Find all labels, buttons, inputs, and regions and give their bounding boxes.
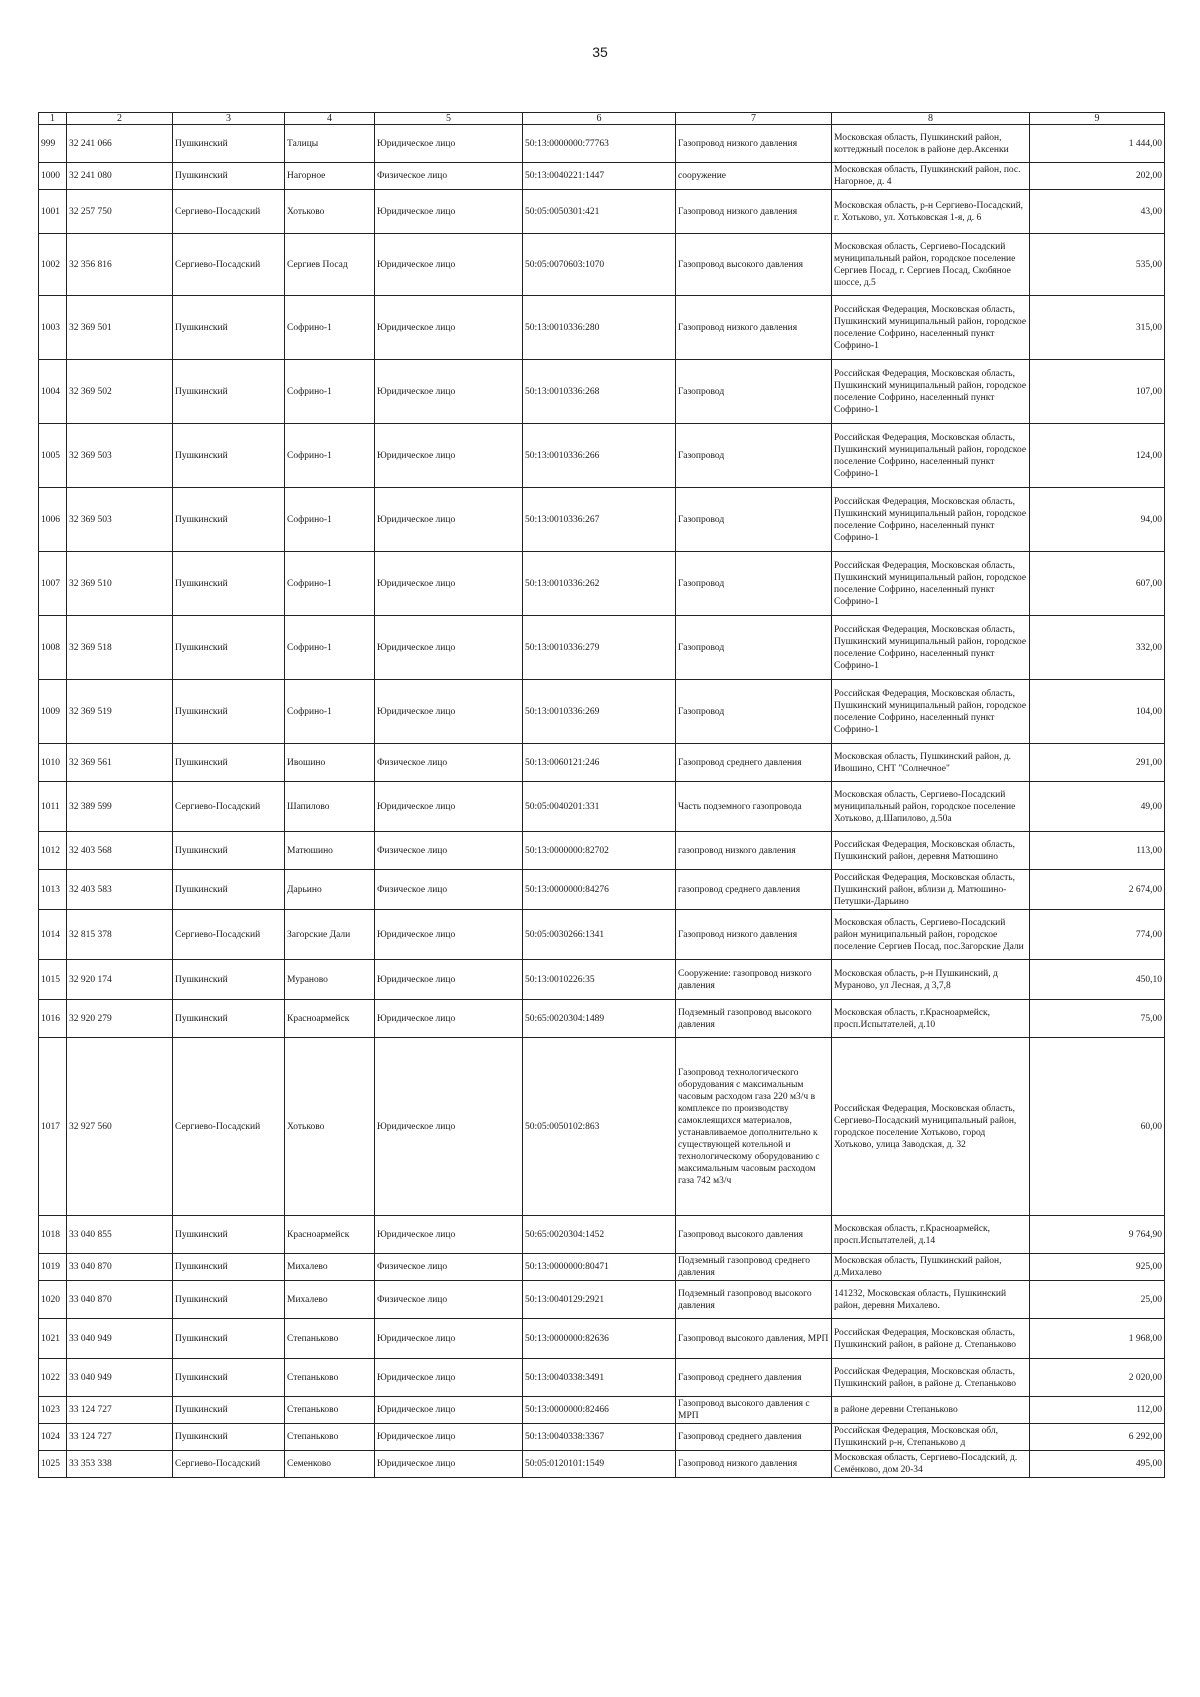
column-header: 9 [1030, 113, 1165, 125]
code-cell: 32 356 816 [67, 234, 173, 296]
cadastral-number-cell: 50:05:0070603:1070 [523, 234, 676, 296]
address-cell: Российская Федерация, Московская область, Пушкинский район, в районе д. Степаньково [832, 1359, 1030, 1397]
object-name-cell: Часть подземного газопровода [676, 782, 832, 832]
value-cell: 49,00 [1030, 782, 1165, 832]
cadastral-number-cell: 50:13:0010336:267 [523, 488, 676, 552]
district-cell: Пушкинский [173, 744, 285, 782]
locality-cell: Софрино-1 [285, 296, 375, 360]
address-cell: в районе деревни Степаньково [832, 1397, 1030, 1424]
table-row [39, 190, 1165, 234]
owner-type-cell: Физическое лицо [375, 163, 523, 190]
object-name-cell: Газопровод низкого давления [676, 296, 832, 360]
address-cell: Российская Федерация, Московская область, Пушкинский муниципальный район, городское поселение Софрино, населенный пункт Софрино-1 [832, 616, 1030, 680]
object-name-cell: Газопровод среднего давления [676, 1424, 832, 1451]
table-row [39, 1281, 1165, 1319]
cadastral-number-cell: 50:13:0010336:268 [523, 360, 676, 424]
table-row [39, 1359, 1165, 1397]
locality-cell: Степаньково [285, 1319, 375, 1359]
code-cell: 32 257 750 [67, 190, 173, 234]
cadastral-number-cell: 50:13:0010336:269 [523, 680, 676, 744]
table-row [39, 1397, 1165, 1424]
row-number-cell: 1008 [39, 616, 67, 680]
owner-type-cell: Юридическое лицо [375, 960, 523, 1000]
address-cell: Российская Федерация, Московская область, Пушкинский муниципальный район, городское поселение Софрино, населенный пункт Софрино-1 [832, 680, 1030, 744]
locality-cell: Семенково [285, 1451, 375, 1478]
code-cell: 33 040 949 [67, 1319, 173, 1359]
locality-cell: Загорские Дали [285, 910, 375, 960]
locality-cell: Софрино-1 [285, 552, 375, 616]
locality-cell: Софрино-1 [285, 424, 375, 488]
owner-type-cell: Юридическое лицо [375, 234, 523, 296]
district-cell: Пушкинский [173, 1281, 285, 1319]
value-cell: 75,00 [1030, 1000, 1165, 1038]
row-number-cell: 1009 [39, 680, 67, 744]
object-name-cell: Газопровод среднего давления [676, 744, 832, 782]
address-cell: Российская Федерация, Московская обл, Пушкинский р-н, Степаньково д [832, 1424, 1030, 1451]
object-name-cell: газопровод низкого давления [676, 832, 832, 870]
owner-type-cell: Юридическое лицо [375, 1038, 523, 1216]
address-cell: Московская область, Пушкинский район, д.Михалево [832, 1254, 1030, 1281]
code-cell: 33 040 870 [67, 1254, 173, 1281]
address-cell: Российская Федерация, Московская область, Сергиево-Посадский муниципальный район, городское поселение Хотьково, город Хотьково, улица Заводская, д. 32 [832, 1038, 1030, 1216]
address-cell: Российская Федерация, Московская область, Пушкинский район, деревня Матюшино [832, 832, 1030, 870]
table-row [39, 552, 1165, 616]
row-number-cell: 1010 [39, 744, 67, 782]
locality-cell: Степаньково [285, 1397, 375, 1424]
column-header: 2 [67, 113, 173, 125]
code-cell: 32 920 279 [67, 1000, 173, 1038]
code-cell: 33 040 949 [67, 1359, 173, 1397]
object-name-cell: Газопровод [676, 680, 832, 744]
column-header: 5 [375, 113, 523, 125]
object-name-cell: Газопровод низкого давления [676, 190, 832, 234]
value-cell: 124,00 [1030, 424, 1165, 488]
table-row [39, 744, 1165, 782]
table-row [39, 910, 1165, 960]
owner-type-cell: Юридическое лицо [375, 1000, 523, 1038]
value-cell: 60,00 [1030, 1038, 1165, 1216]
value-cell: 315,00 [1030, 296, 1165, 360]
address-cell: Российская Федерация, Московская область, Пушкинский муниципальный район, городское поселение Софрино, населенный пункт Софрино-1 [832, 488, 1030, 552]
row-number-cell: 1018 [39, 1216, 67, 1254]
cadastral-number-cell: 50:13:0000000:84276 [523, 870, 676, 910]
column-header: 7 [676, 113, 832, 125]
object-name-cell: Газопровод [676, 552, 832, 616]
owner-type-cell: Юридическое лицо [375, 296, 523, 360]
owner-type-cell: Юридическое лицо [375, 1397, 523, 1424]
cadastral-number-cell: 50:13:0000000:77763 [523, 125, 676, 163]
code-cell: 32 369 519 [67, 680, 173, 744]
locality-cell: Хотьково [285, 190, 375, 234]
district-cell: Пушкинский [173, 870, 285, 910]
address-cell: 141232, Московская область, Пушкинский район, деревня Михалево. [832, 1281, 1030, 1319]
locality-cell: Шапилово [285, 782, 375, 832]
address-cell: Московская область, Сергиево-Посадский муниципальный район, городское поселение Сергиев Посад, г. Сергиев Посад, Скобяное шоссе, д.5 [832, 234, 1030, 296]
owner-type-cell: Юридическое лицо [375, 616, 523, 680]
object-name-cell: Газопровод [676, 616, 832, 680]
object-name-cell: Газопровод [676, 360, 832, 424]
address-cell: Московская область, Сергиево-Посадский, д. Семёнково, дом 20-34 [832, 1451, 1030, 1478]
value-cell: 925,00 [1030, 1254, 1165, 1281]
owner-type-cell: Физическое лицо [375, 744, 523, 782]
object-name-cell: Сооружение: газопровод низкого давления [676, 960, 832, 1000]
district-cell: Пушкинский [173, 1254, 285, 1281]
district-cell: Пушкинский [173, 296, 285, 360]
code-cell: 32 920 174 [67, 960, 173, 1000]
code-cell: 32 369 503 [67, 424, 173, 488]
district-cell: Пушкинский [173, 1359, 285, 1397]
table-row [39, 163, 1165, 190]
value-cell: 112,00 [1030, 1397, 1165, 1424]
owner-type-cell: Юридическое лицо [375, 424, 523, 488]
district-cell: Пушкинский [173, 424, 285, 488]
value-cell: 1 968,00 [1030, 1319, 1165, 1359]
value-cell: 607,00 [1030, 552, 1165, 616]
address-cell: Московская область, г.Красноармейск, просп.Испытателей, д.14 [832, 1216, 1030, 1254]
locality-cell: Мураново [285, 960, 375, 1000]
code-cell: 32 389 599 [67, 782, 173, 832]
code-cell: 32 241 066 [67, 125, 173, 163]
owner-type-cell: Юридическое лицо [375, 552, 523, 616]
value-cell: 104,00 [1030, 680, 1165, 744]
owner-type-cell: Юридическое лицо [375, 1319, 523, 1359]
table-row [39, 296, 1165, 360]
row-number-cell: 1014 [39, 910, 67, 960]
cadastral-number-cell: 50:05:0030266:1341 [523, 910, 676, 960]
cadastral-number-cell: 50:05:0120101:1549 [523, 1451, 676, 1478]
locality-cell: Софрино-1 [285, 680, 375, 744]
district-cell: Сергиево-Посадский [173, 910, 285, 960]
locality-cell: Хотьково [285, 1038, 375, 1216]
row-number-cell: 1016 [39, 1000, 67, 1038]
table-row [39, 680, 1165, 744]
owner-type-cell: Юридическое лицо [375, 125, 523, 163]
cadastral-number-cell: 50:13:0010336:279 [523, 616, 676, 680]
column-header: 8 [832, 113, 1030, 125]
table-row [39, 870, 1165, 910]
object-name-cell: Подземный газопровод среднего давления [676, 1254, 832, 1281]
row-number-cell: 1019 [39, 1254, 67, 1281]
cadastral-number-cell: 50:13:0040338:3491 [523, 1359, 676, 1397]
code-cell: 32 369 518 [67, 616, 173, 680]
cadastral-number-cell: 50:05:0050102:863 [523, 1038, 676, 1216]
locality-cell: Михалево [285, 1281, 375, 1319]
row-number-cell: 1025 [39, 1451, 67, 1478]
row-number-cell: 999 [39, 125, 67, 163]
table-row [39, 1038, 1165, 1216]
table-row [39, 125, 1165, 163]
cadastral-number-cell: 50:13:0010336:266 [523, 424, 676, 488]
district-cell: Пушкинский [173, 832, 285, 870]
object-name-cell: Газопровод высокого давления, МРП [676, 1319, 832, 1359]
code-cell: 32 403 568 [67, 832, 173, 870]
table-row [39, 234, 1165, 296]
cadastral-number-cell: 50:13:0000000:82466 [523, 1397, 676, 1424]
registry-table [38, 112, 1165, 1478]
district-cell: Пушкинский [173, 488, 285, 552]
locality-cell: Софрино-1 [285, 488, 375, 552]
column-header: 6 [523, 113, 676, 125]
cadastral-number-cell: 50:13:0010336:280 [523, 296, 676, 360]
value-cell: 202,00 [1030, 163, 1165, 190]
locality-cell: Матюшино [285, 832, 375, 870]
cadastral-number-cell: 50:13:0000000:82702 [523, 832, 676, 870]
district-cell: Пушкинский [173, 163, 285, 190]
row-number-cell: 1017 [39, 1038, 67, 1216]
cadastral-number-cell: 50:05:0040201:331 [523, 782, 676, 832]
district-cell: Пушкинский [173, 1000, 285, 1038]
table-row [39, 488, 1165, 552]
value-cell: 774,00 [1030, 910, 1165, 960]
table-row [39, 1254, 1165, 1281]
value-cell: 332,00 [1030, 616, 1165, 680]
code-cell: 32 369 503 [67, 488, 173, 552]
object-name-cell: газопровод среднего давления [676, 870, 832, 910]
value-cell: 9 764,90 [1030, 1216, 1165, 1254]
owner-type-cell: Юридическое лицо [375, 782, 523, 832]
owner-type-cell: Физическое лицо [375, 870, 523, 910]
locality-cell: Сергиев Посад [285, 234, 375, 296]
locality-cell: Софрино-1 [285, 360, 375, 424]
object-name-cell: сооружение [676, 163, 832, 190]
table-row [39, 960, 1165, 1000]
table-row [39, 1319, 1165, 1359]
owner-type-cell: Юридическое лицо [375, 360, 523, 424]
object-name-cell: Подземный газопровод высокого давления [676, 1000, 832, 1038]
value-cell: 113,00 [1030, 832, 1165, 870]
district-cell: Сергиево-Посадский [173, 782, 285, 832]
value-cell: 2 674,00 [1030, 870, 1165, 910]
owner-type-cell: Юридическое лицо [375, 1451, 523, 1478]
object-name-cell: Газопровод высокого давления [676, 1216, 832, 1254]
row-number-cell: 1013 [39, 870, 67, 910]
district-cell: Пушкинский [173, 1319, 285, 1359]
address-cell: Российская Федерация, Московская область, Пушкинский муниципальный район, городское поселение Софрино, населенный пункт Софрино-1 [832, 296, 1030, 360]
locality-cell: Дарьино [285, 870, 375, 910]
owner-type-cell: Физическое лицо [375, 1254, 523, 1281]
cadastral-number-cell: 50:13:0040221:1447 [523, 163, 676, 190]
table-header-row [39, 113, 1165, 125]
district-cell: Сергиево-Посадский [173, 1038, 285, 1216]
value-cell: 2 020,00 [1030, 1359, 1165, 1397]
cadastral-number-cell: 50:05:0050301:421 [523, 190, 676, 234]
table-row [39, 424, 1165, 488]
locality-cell: Красноармейск [285, 1216, 375, 1254]
owner-type-cell: Юридическое лицо [375, 1359, 523, 1397]
value-cell: 43,00 [1030, 190, 1165, 234]
row-number-cell: 1000 [39, 163, 67, 190]
row-number-cell: 1006 [39, 488, 67, 552]
owner-type-cell: Физическое лицо [375, 832, 523, 870]
table-row [39, 360, 1165, 424]
object-name-cell: Газопровод низкого давления [676, 1451, 832, 1478]
district-cell: Пушкинский [173, 680, 285, 744]
row-number-cell: 1021 [39, 1319, 67, 1359]
code-cell: 33 040 855 [67, 1216, 173, 1254]
object-name-cell: Газопровод среднего давления [676, 1359, 832, 1397]
code-cell: 32 369 502 [67, 360, 173, 424]
address-cell: Московская область, Пушкинский район, коттеджный поселок в районе дер.Аксенки [832, 125, 1030, 163]
address-cell: Московская область, Сергиево-Посадский муниципальный район, городское поселение Хотьково, д.Шапилово, д.50а [832, 782, 1030, 832]
table-row [39, 782, 1165, 832]
address-cell: Московская область, р-н Сергиево-Посадский, г. Хотьково, ул. Хотьковская 1-я, д. 6 [832, 190, 1030, 234]
object-name-cell: Газопровод низкого давления [676, 125, 832, 163]
row-number-cell: 1003 [39, 296, 67, 360]
district-cell: Сергиево-Посадский [173, 234, 285, 296]
row-number-cell: 1022 [39, 1359, 67, 1397]
row-number-cell: 1011 [39, 782, 67, 832]
locality-cell: Ивошино [285, 744, 375, 782]
district-cell: Сергиево-Посадский [173, 1451, 285, 1478]
code-cell: 33 124 727 [67, 1397, 173, 1424]
row-number-cell: 1020 [39, 1281, 67, 1319]
address-cell: Российская Федерация, Московская область, Пушкинский район, в районе д. Степаньково [832, 1319, 1030, 1359]
locality-cell: Михалево [285, 1254, 375, 1281]
locality-cell: Красноармейск [285, 1000, 375, 1038]
locality-cell: Степаньково [285, 1424, 375, 1451]
address-cell: Московская область, Пушкинский район, пос. Нагорное, д. 4 [832, 163, 1030, 190]
address-cell: Московская область, Сергиево-Посадский район муниципальный район, городское поселение Сергиев Посад, пос.Загорские Дали [832, 910, 1030, 960]
value-cell: 107,00 [1030, 360, 1165, 424]
address-cell: Российская Федерация, Московская область, Пушкинский муниципальный район, городское поселение Софрино, населенный пункт Софрино-1 [832, 360, 1030, 424]
locality-cell: Степаньково [285, 1359, 375, 1397]
column-header: 4 [285, 113, 375, 125]
cadastral-number-cell: 50:13:0040129:2921 [523, 1281, 676, 1319]
value-cell: 450,10 [1030, 960, 1165, 1000]
locality-cell: Нагорное [285, 163, 375, 190]
code-cell: 32 369 561 [67, 744, 173, 782]
district-cell: Сергиево-Посадский [173, 190, 285, 234]
code-cell: 32 369 501 [67, 296, 173, 360]
cadastral-number-cell: 50:65:0020304:1452 [523, 1216, 676, 1254]
district-cell: Пушкинский [173, 125, 285, 163]
value-cell: 535,00 [1030, 234, 1165, 296]
row-number-cell: 1004 [39, 360, 67, 424]
cadastral-number-cell: 50:13:0040338:3367 [523, 1424, 676, 1451]
address-cell: Московская область, р-н Пушкинский, д Мураново, ул Лесная, д 3,7,8 [832, 960, 1030, 1000]
code-cell: 32 241 080 [67, 163, 173, 190]
cadastral-number-cell: 50:13:0060121:246 [523, 744, 676, 782]
row-number-cell: 1002 [39, 234, 67, 296]
code-cell: 33 124 727 [67, 1424, 173, 1451]
address-cell: Российская Федерация, Московская область, Пушкинский муниципальный район, городское поселение Софрино, населенный пункт Софрино-1 [832, 424, 1030, 488]
address-cell: Московская область, г.Красноармейск, просп.Испытателей, д.10 [832, 1000, 1030, 1038]
table-row [39, 1000, 1165, 1038]
object-name-cell: Газопровод [676, 488, 832, 552]
object-name-cell: Газопровод технологического оборудования с максимальным часовым расходом газа 220 м3/ч в комплексе по производству самоклеящихся материалов, устанавливаемое дополнительно к существующей котельной и технологическому оборудованию с максимальным часовым расходом газа 742 м3/ч [676, 1038, 832, 1216]
row-number-cell: 1007 [39, 552, 67, 616]
object-name-cell: Газопровод низкого давления [676, 910, 832, 960]
owner-type-cell: Юридическое лицо [375, 488, 523, 552]
row-number-cell: 1015 [39, 960, 67, 1000]
row-number-cell: 1005 [39, 424, 67, 488]
owner-type-cell: Юридическое лицо [375, 1216, 523, 1254]
owner-type-cell: Физическое лицо [375, 1281, 523, 1319]
owner-type-cell: Юридическое лицо [375, 680, 523, 744]
district-cell: Пушкинский [173, 1216, 285, 1254]
row-number-cell: 1012 [39, 832, 67, 870]
value-cell: 291,00 [1030, 744, 1165, 782]
value-cell: 94,00 [1030, 488, 1165, 552]
cadastral-number-cell: 50:65:0020304:1489 [523, 1000, 676, 1038]
table-row [39, 832, 1165, 870]
cadastral-number-cell: 50:13:0010336:262 [523, 552, 676, 616]
value-cell: 1 444,00 [1030, 125, 1165, 163]
address-cell: Российская Федерация, Московская область, Пушкинский район, вблизи д. Матюшино-Петушки-Дарьино [832, 870, 1030, 910]
address-cell: Московская область, Пушкинский район, д. Ивошино, СНТ "Солнечное" [832, 744, 1030, 782]
cadastral-number-cell: 50:13:0000000:82636 [523, 1319, 676, 1359]
locality-cell: Талицы [285, 125, 375, 163]
district-cell: Пушкинский [173, 360, 285, 424]
column-header: 3 [173, 113, 285, 125]
code-cell: 32 369 510 [67, 552, 173, 616]
district-cell: Пушкинский [173, 552, 285, 616]
table-row [39, 1451, 1165, 1478]
page-number: 35 [592, 44, 608, 60]
owner-type-cell: Юридическое лицо [375, 190, 523, 234]
value-cell: 6 292,00 [1030, 1424, 1165, 1451]
row-number-cell: 1024 [39, 1424, 67, 1451]
district-cell: Пушкинский [173, 960, 285, 1000]
column-header: 1 [39, 113, 67, 125]
row-number-cell: 1023 [39, 1397, 67, 1424]
code-cell: 32 403 583 [67, 870, 173, 910]
table-row [39, 1424, 1165, 1451]
code-cell: 32 927 560 [67, 1038, 173, 1216]
object-name-cell: Газопровод [676, 424, 832, 488]
code-cell: 33 040 870 [67, 1281, 173, 1319]
object-name-cell: Подземный газопровод высокого давления [676, 1281, 832, 1319]
district-cell: Пушкинский [173, 1424, 285, 1451]
owner-type-cell: Юридическое лицо [375, 1424, 523, 1451]
code-cell: 32 815 378 [67, 910, 173, 960]
value-cell: 495,00 [1030, 1451, 1165, 1478]
value-cell: 25,00 [1030, 1281, 1165, 1319]
locality-cell: Софрино-1 [285, 616, 375, 680]
table-row [39, 1216, 1165, 1254]
code-cell: 33 353 338 [67, 1451, 173, 1478]
object-name-cell: Газопровод высокого давления [676, 234, 832, 296]
cadastral-number-cell: 50:13:0010226:35 [523, 960, 676, 1000]
owner-type-cell: Юридическое лицо [375, 910, 523, 960]
cadastral-number-cell: 50:13:0000000:80471 [523, 1254, 676, 1281]
object-name-cell: Газопровод высокого давления с МРП [676, 1397, 832, 1424]
address-cell: Российская Федерация, Московская область, Пушкинский муниципальный район, городское поселение Софрино, населенный пункт Софрино-1 [832, 552, 1030, 616]
district-cell: Пушкинский [173, 1397, 285, 1424]
district-cell: Пушкинский [173, 616, 285, 680]
row-number-cell: 1001 [39, 190, 67, 234]
table-row [39, 616, 1165, 680]
